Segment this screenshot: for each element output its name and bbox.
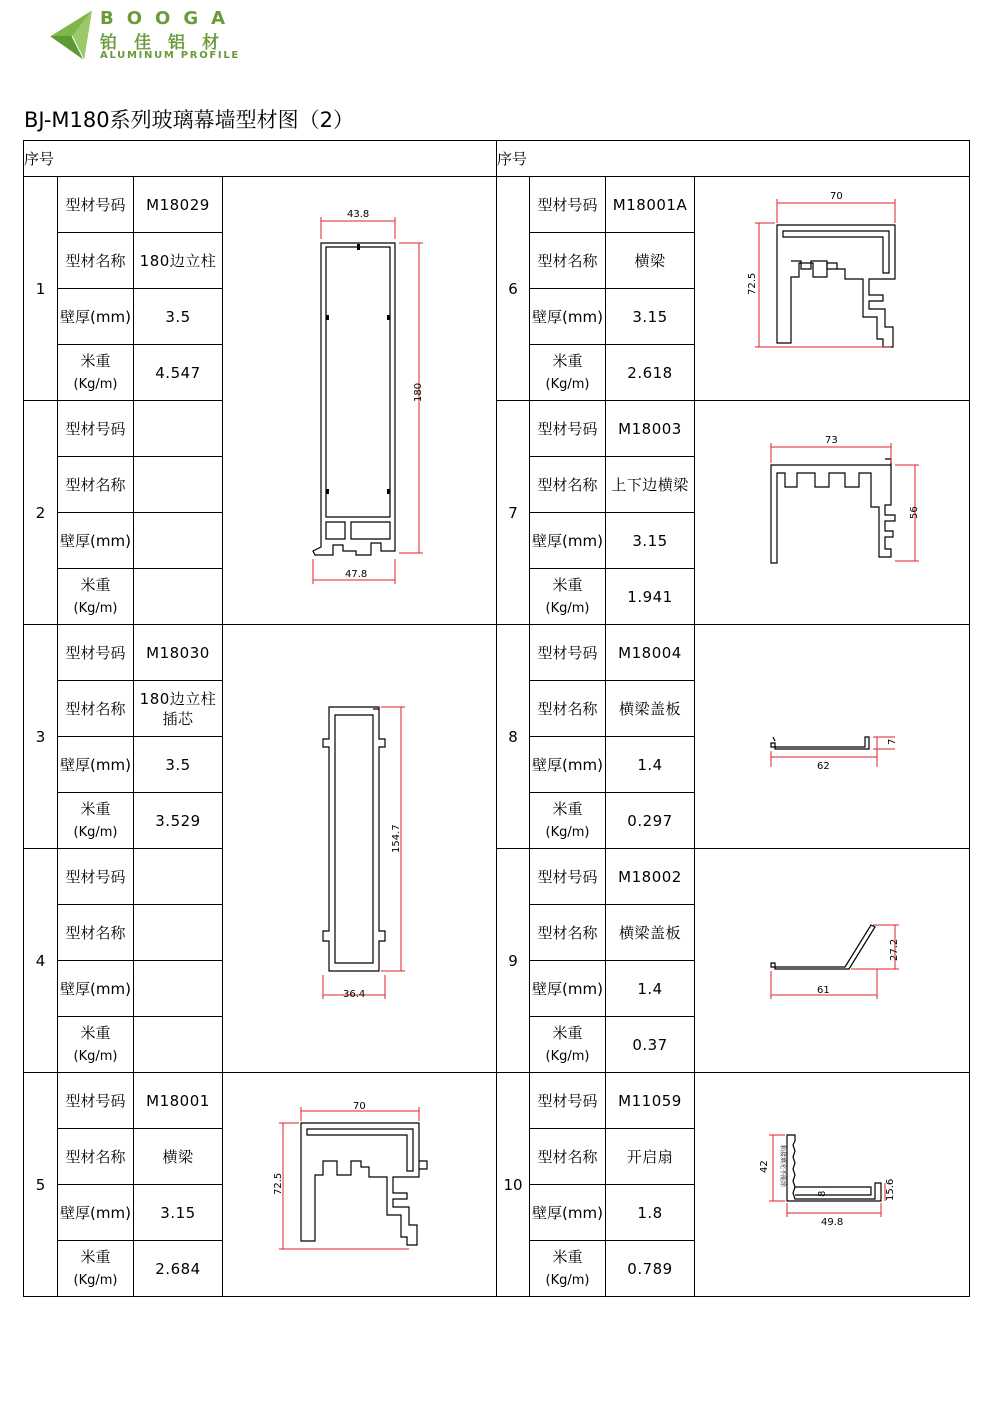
value-thickness: 1.8: [606, 1185, 695, 1241]
label-thickness: 壁厚(mm): [58, 737, 134, 793]
label-weight-line1: 米重: [552, 1247, 583, 1266]
label-code: 型材号码: [530, 177, 606, 233]
label-name: 型材名称: [58, 681, 134, 737]
label-thickness: 壁厚(mm): [58, 513, 134, 569]
logo-mark-icon: [48, 6, 94, 62]
profile-drawing-5: [223, 1073, 497, 1297]
dim-6-width: 70: [830, 191, 843, 202]
profile-drawing-9: [695, 849, 970, 1073]
profile-drawing-1: [223, 177, 497, 625]
value-name: 180边立柱插芯: [134, 681, 223, 737]
label-code: 型材号码: [530, 1073, 606, 1129]
value-thickness: 3.5: [134, 289, 223, 345]
dim-5-width: 70: [353, 1101, 366, 1112]
dim-8-height: 7: [887, 738, 899, 745]
profile-drawing-6: [695, 177, 970, 401]
value-code: M18004: [606, 625, 695, 681]
table-header-row: [24, 141, 970, 177]
profile-table: [23, 140, 970, 1297]
label-name: 型材名称: [58, 233, 134, 289]
value-thickness: 1.4: [606, 737, 695, 793]
value-weight: 4.547: [134, 345, 223, 401]
value-name: 开启扇: [606, 1129, 695, 1185]
label-code: 型材号码: [58, 849, 134, 905]
value-name: 横梁: [606, 233, 695, 289]
label-weight-line1: 米重: [80, 799, 111, 818]
label-code: 型材号码: [530, 849, 606, 905]
label-weight: [530, 345, 606, 401]
label-weight-line2: (Kg/m): [545, 824, 590, 840]
value-weight: 2.684: [134, 1241, 223, 1297]
profile-drawing-8: [695, 625, 970, 849]
table-row: [24, 625, 970, 681]
label-weight: [530, 793, 606, 849]
profile-number: 7: [497, 401, 530, 625]
page-title: BJ-M180系列玻璃幕墙型材图（2）: [24, 108, 354, 132]
profile-drawing-7: [695, 401, 970, 625]
dim-3-bottom: 36.4: [343, 989, 366, 1000]
label-weight-line1: 米重: [552, 575, 583, 594]
label-thickness: 壁厚(mm): [58, 961, 134, 1017]
profile-number: 1: [24, 177, 58, 401]
profile-number: 8: [497, 625, 530, 849]
value-name: [134, 457, 223, 513]
value-weight: 3.529: [134, 793, 223, 849]
label-thickness: 壁厚(mm): [530, 1185, 606, 1241]
profile-drawing-3: [223, 625, 497, 1073]
dim-6-height: 72.5: [747, 272, 759, 295]
label-name: 型材名称: [530, 457, 606, 513]
dim-10-inner: 8: [817, 1190, 829, 1197]
profile-number: 10: [497, 1073, 530, 1297]
dim-1-bottom: 47.8: [345, 569, 368, 580]
label-code: 型材号码: [530, 625, 606, 681]
dim-10-height: 42: [759, 1160, 771, 1173]
value-weight: 1.941: [606, 569, 695, 625]
label-name: 型材名称: [530, 905, 606, 961]
dim-3-height: 154.7: [391, 824, 402, 853]
value-code: M18030: [134, 625, 223, 681]
header-seq-label-right: 序号: [497, 150, 528, 168]
label-weight-line2: (Kg/m): [73, 600, 118, 616]
label-weight-line2: (Kg/m): [73, 1272, 118, 1288]
label-weight-line2: (Kg/m): [73, 824, 118, 840]
label-weight-line1: 米重: [80, 1023, 111, 1042]
label-weight: [58, 1017, 134, 1073]
profile-6-drawing: [695, 177, 970, 401]
label-thickness: 壁厚(mm): [58, 289, 134, 345]
label-weight-line2: (Kg/m): [545, 600, 590, 616]
value-thickness: [134, 513, 223, 569]
label-thickness: 壁厚(mm): [530, 289, 606, 345]
dim-7-width: 73: [825, 435, 838, 446]
value-weight: 2.618: [606, 345, 695, 401]
label-weight-line2: (Kg/m): [545, 1048, 590, 1064]
value-weight: [134, 569, 223, 625]
profile-7-drawing: [695, 401, 970, 625]
dim-10-width: 49.8: [821, 1217, 844, 1228]
label-weight: [530, 1017, 606, 1073]
value-code: M18001A: [606, 177, 695, 233]
header-seq-label-left: 序号: [24, 150, 55, 168]
dim-10-right: 15.6: [885, 1178, 897, 1201]
label-weight-line1: 米重: [80, 351, 111, 370]
profile-8-drawing: [695, 625, 970, 849]
value-code: M18002: [606, 849, 695, 905]
value-thickness: 3.5: [134, 737, 223, 793]
table-row: [24, 1073, 970, 1129]
dim-9-width: 61: [817, 985, 830, 996]
profile-3-drawing: [223, 625, 497, 1073]
label-weight-line1: 米重: [80, 575, 111, 594]
value-name: 横梁盖板: [606, 905, 695, 961]
label-weight: [58, 569, 134, 625]
label-name: 型材名称: [530, 681, 606, 737]
profile-number: 4: [24, 849, 58, 1073]
value-thickness: 3.15: [606, 513, 695, 569]
value-thickness: 3.15: [606, 289, 695, 345]
value-thickness: 3.15: [134, 1185, 223, 1241]
label-weight: [58, 1241, 134, 1297]
profile-9-drawing: [695, 849, 970, 1073]
profile-10-drawing: [695, 1073, 970, 1297]
value-weight: 0.37: [606, 1017, 695, 1073]
dim-9-height: 27.2: [889, 938, 901, 961]
label-weight: [530, 1241, 606, 1297]
value-code: M11059: [606, 1073, 695, 1129]
label-weight: [530, 569, 606, 625]
logo-chinese-name: 铂佳铝材: [100, 33, 236, 53]
value-name: 横梁: [134, 1129, 223, 1185]
value-name: 横梁盖板: [606, 681, 695, 737]
label-code: 型材号码: [58, 177, 134, 233]
value-name: 180边立柱: [134, 233, 223, 289]
label-weight-line2: (Kg/m): [545, 376, 590, 392]
value-code: M18001: [134, 1073, 223, 1129]
label-name: 型材名称: [58, 457, 134, 513]
label-code: 型材号码: [58, 625, 134, 681]
value-code: [134, 849, 223, 905]
value-weight: 0.789: [606, 1241, 695, 1297]
label-weight-line2: (Kg/m): [545, 1272, 590, 1288]
profile-5-drawing: [223, 1073, 497, 1297]
value-name: [134, 905, 223, 961]
label-weight-line2: (Kg/m): [73, 1048, 118, 1064]
label-name: 型材名称: [530, 233, 606, 289]
label-weight-line1: 米重: [552, 351, 583, 370]
label-thickness: 壁厚(mm): [530, 513, 606, 569]
dim-1-height: 180: [413, 382, 424, 402]
dim-7-height: 56: [909, 506, 921, 519]
logo-brand: BOOGA: [100, 8, 239, 29]
logo-subtitle: ALUMINUM PROFILE: [100, 50, 240, 61]
label-name: 型材名称: [530, 1129, 606, 1185]
label-code: 型材号码: [530, 401, 606, 457]
profile-drawing-10: [695, 1073, 970, 1297]
value-weight: 0.297: [606, 793, 695, 849]
dim-8-width: 62: [817, 761, 830, 772]
header-seq-left: [24, 141, 497, 177]
dim-10-note: 粘接填充不能涂: [779, 1145, 787, 1188]
label-thickness: 壁厚(mm): [530, 737, 606, 793]
profile-number: 3: [24, 625, 58, 849]
label-weight-line1: 米重: [552, 1023, 583, 1042]
profile-number: 9: [497, 849, 530, 1073]
dim-5-height: 72.5: [273, 1172, 284, 1195]
profile-number: 5: [24, 1073, 58, 1297]
label-thickness: 壁厚(mm): [58, 1185, 134, 1241]
value-code: M18003: [606, 401, 695, 457]
profile-1-drawing: [223, 177, 497, 625]
table-row: [24, 177, 970, 233]
label-code: 型材号码: [58, 401, 134, 457]
label-thickness: 壁厚(mm): [530, 961, 606, 1017]
value-name: 上下边横梁: [606, 457, 695, 513]
label-weight: [58, 793, 134, 849]
value-thickness: 1.4: [606, 961, 695, 1017]
value-thickness: [134, 961, 223, 1017]
profile-number: 6: [497, 177, 530, 401]
label-name: 型材名称: [58, 1129, 134, 1185]
value-code: M18029: [134, 177, 223, 233]
label-weight-line1: 米重: [80, 1247, 111, 1266]
company-logo: [48, 6, 278, 62]
value-code: [134, 401, 223, 457]
label-weight: [58, 345, 134, 401]
dim-1-top: 43.8: [347, 209, 370, 220]
label-weight-line1: 米重: [552, 799, 583, 818]
profile-number: 2: [24, 401, 58, 625]
label-name: 型材名称: [58, 905, 134, 961]
header-seq-right: [497, 141, 970, 177]
value-weight: [134, 1017, 223, 1073]
label-weight-line2: (Kg/m): [73, 376, 118, 392]
label-code: 型材号码: [58, 1073, 134, 1129]
